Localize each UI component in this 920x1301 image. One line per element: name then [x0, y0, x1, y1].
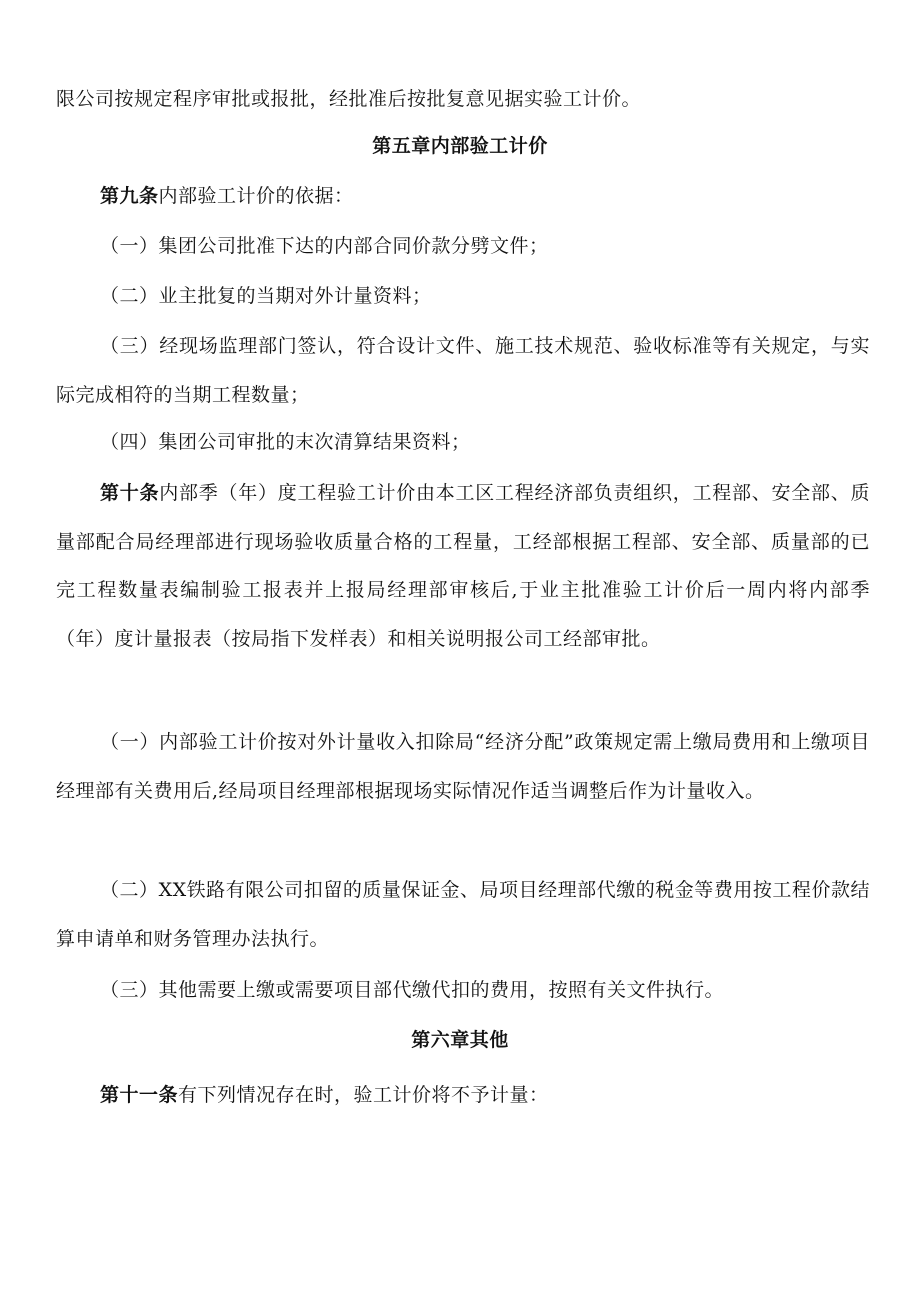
article-9-item-2: （二）业主批复的当期对外计量资料；: [100, 285, 432, 307]
article-10-lead: 第十条: [100, 482, 160, 504]
article-11-lead: 第十一条: [100, 1084, 179, 1106]
chapter-6-title: 第六章其他: [411, 1029, 509, 1051]
article-9-item-1: （一）集团公司批准下达的内部合同价款分劈文件；: [100, 235, 549, 257]
article-9-item-4: （四）集团公司审批的末次清算结果资料；: [100, 431, 471, 453]
article-9-text: 内部验工计价的依据：: [158, 185, 354, 207]
article-10-item-2: （二）XX铁路有限公司扣留的质量保证金、局项目经理部代缴的税金等费用按工程价款结算申请单和财务管理办法执行。: [56, 879, 870, 950]
article-10-text: 内部季（年）度工程验工计价由本工区工程经济部负责组织，工程部、安全部、质量部配合局经理部进行现场验收质量合格的工程量，工经部根据工程部、安全部、质量部的已完工程数量表编制验工报表并上报局经理部审核后,于业主批准验工计价后一周内将内部季（年）度计量报表（按局指下发样表）和相关说明报公司工经部审批。: [56, 482, 870, 650]
article-11: [56, 1071, 870, 1120]
article-10-item-3: （三）其他需要上缴或需要项目部代缴代扣的费用，按照有关文件执行。: [100, 979, 725, 1001]
article-10: [56, 469, 870, 663]
paragraph-continuation: 限公司按规定程序审批或报批，经批准后按批复意见据实验工计价。: [56, 88, 642, 110]
article-9-lead: 第九条: [100, 185, 159, 207]
article-11-text: 有下列情况存在时，验工计价将不予计量：: [178, 1084, 549, 1106]
chapter-5-title: 第五章内部验工计价: [372, 135, 548, 157]
article-9-item-3: （三）经现场监理部门签认，符合设计文件、施工技术规范、验收标准等有关规定，与实际完成相符的当期工程数量；: [56, 335, 870, 406]
article-10-item-1: （一）内部验工计价按对外计量收入扣除局“经济分配”政策规定需上缴局费用和上缴项目经理部有关费用后,经局项目经理部根据现场实际情况作适当调整后作为计量收入。: [56, 731, 870, 802]
article-9: [56, 172, 870, 221]
